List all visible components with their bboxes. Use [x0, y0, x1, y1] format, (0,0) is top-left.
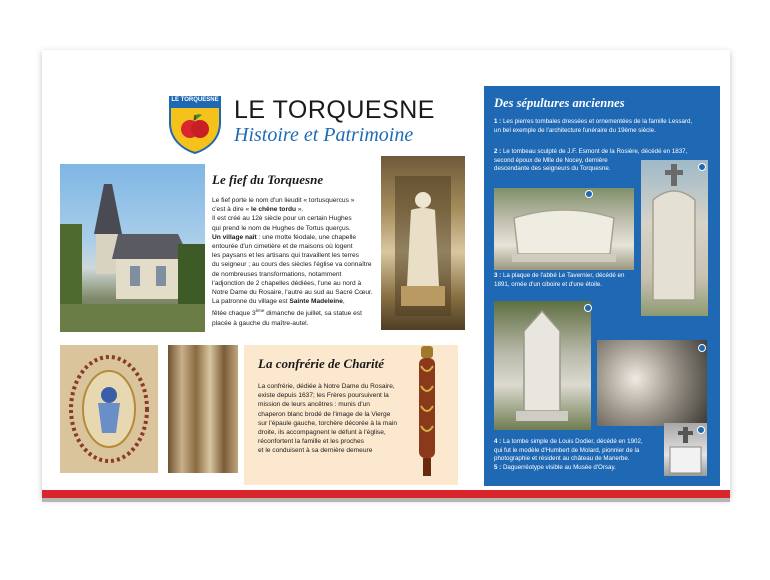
- photo-marker: [698, 163, 706, 171]
- grave-item-1: 1 : Les pierres tombales dressées et ornementées de la famille Lessard, un bel exemple de l'architecture funéraire du 19ème siècle.: [494, 118, 693, 134]
- bottom-red-stripe: [42, 490, 730, 498]
- charity-section-text: La confrérie, dédiée à Notre Dame du Rosaire, existe depuis 1637; les Frères poursuivent la mission de leurs ancêtres : munis d'un chaperon blanc brodé de l'image de la Vierge sur l'épaule gauche, torchère décorée à la main droite, ils accompagnent le défunt à l'église, réconfortent la famille et les proches et le conduisent à sa dernière demeure: [258, 383, 398, 455]
- charity-section-title: La confrérie de Charité: [258, 356, 385, 371]
- photo-marker: [585, 190, 593, 198]
- bottom-grey-stripe: [42, 498, 730, 502]
- grave-item-4: 4 : La tombe simple de Louis Dodier, décédé en 1902, qui fut le modèle d'Humbert de Molard, pionnier de la photographie et résident au château de Manerbe. 5 : Daguerréotype visible au Musée d'Orsay.: [494, 438, 643, 471]
- page-title: LE TORQUESNE: [234, 96, 435, 124]
- daguerreotype-portrait-photo: [597, 340, 707, 426]
- fief-section-title: Le fief du Torquesne: [212, 172, 324, 187]
- church-columns-photo: [168, 345, 238, 473]
- grave-item-2: 2 : Le tombeau sculpté de J.F. Esmont de la Rosière, décédé en 1837, second époux de Mlle de Nocey, dernière descendante des seigneurs du Torquesne.: [494, 148, 688, 173]
- photo-marker: [697, 426, 705, 434]
- photo-marker: [698, 344, 706, 352]
- lessard-tombs-photo: [494, 301, 591, 430]
- photo-marker: [584, 304, 592, 312]
- page-subtitle: Histoire et Patrimoine: [234, 124, 414, 146]
- embroidered-chaperon-photo: [60, 345, 158, 473]
- church-photo: [60, 164, 205, 332]
- processional-torch-photo: [411, 342, 443, 478]
- crest-label: LE TORQUESNE: [171, 97, 219, 103]
- abbe-plaque-photo: [641, 160, 708, 316]
- graves-section-title: Des sépultures anciennes: [494, 96, 625, 110]
- fief-section-text: Le fief porte le nom d'un lieudit « tortusquercus » c'est à dire « le chêne tordu ». Il est créé au 12è siècle pour un certain Hughes qui prend le nom de Hughes de Tortus querçus. Un village naît : une motte féodale, une chapelle entourée d'un cimetière et de maisons où logent les paysans et les artisans qui travaillent les terres du seigneur ; au cours des siècles l'église va connaître de nombreuses transformations, notamment l'adjonction de 2 chapelles dédiées, l'une au nord à Notre Dame du Rosaire, l'autre au sud au Sacré Cœur. La patronne du village est Sainte Madeleine, fêtée chaque 3ème dimanche de juillet, sa statue est placée à gauche du maître-autel.: [212, 197, 373, 327]
- sainte-madeleine-statue-photo: [381, 156, 465, 330]
- sculpted-tomb-photo: [494, 188, 634, 270]
- grave-item-3: 3 : La plaque de l'abbé Le Tavernier, décédé en 1891, ornée d'un ciboire et d'une étoile.: [494, 272, 625, 288]
